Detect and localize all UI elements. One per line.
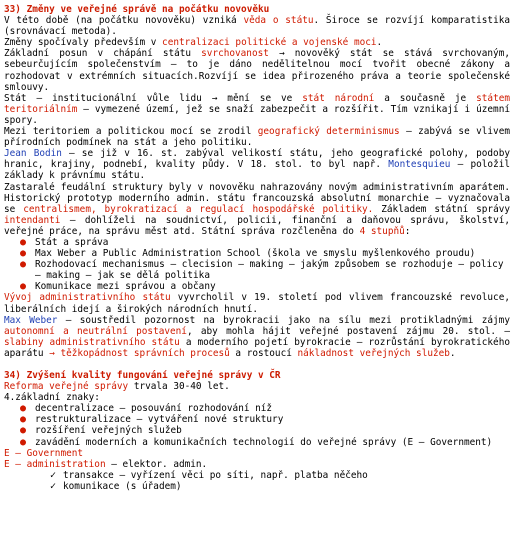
heading-34: 34) Zvýšení kvality fungování veřejné správy v ČR [4,370,281,381]
checkmark-icon: ✓ [49,480,57,492]
bullet-icon: ● [19,281,27,293]
bullet-icon: ● [19,436,27,448]
list-state-levels [4,237,510,292]
bullet-icon: ● [19,403,27,415]
bullet-icon: ● [19,414,27,426]
paragraph-1: V této době (na počátku novověku) vzniká věda o státu. Široce se rozvíjí komparatistika (srovnávací metoda). [4,15,510,38]
paragraph-3: Základní posun v chápání státu svrchovanost → novověký stát se stává svrchovaným, sebeurčujícím společenstvím – to je dáno nedělitelnou mocí tvořit obecné zákony a rozhodovat v extrémních situacích.Rozvíjí se idea přirozeného práva a teorie společenské smlouvy. [4,48,510,93]
list-item: ● Max Weber a Public Administration School (škola ve smyslu myšlenkového proudu) [19,248,476,260]
list-e-admin [4,470,510,492]
bullet-icon: ● [19,259,27,271]
paragraph-8: Vývoj administrativního státu vyvrcholil v 19. století pod vlivem francouzské revoluce, liberálních idejí a širokých národních hnutí. [4,292,510,315]
list-item: ● Komunikace mezi správou a občany [19,281,216,293]
list-item: ● Rozhodovací mechanismus – clecision – making – jakým způsobem se rozhoduje – policy – making – jak se dělá politika [19,259,504,282]
list-item: ● restrukturalizace – vytváření nové struktury [19,414,284,426]
paragraph-6: Jean Bodin – se již v 16. st. zabýval velikostí státu, jeho geografické polohy, podoby hranic, krajiny, podnebí, kvality půdy. V 18. stol. to byl např. Montesquieu – položil základy k právnímu státu. [4,148,510,182]
paragraph-9: Max Weber – soustředil pozornost na byrokracii jako na sílu mezi protikladnými zájmy autonomní a neutrální postavení, aby mohla hájit veřejné postavení zájmu 20. stol. – slabiny administrativního státu a moderního pojetí byrokracie – rozrůstání byrokratického aparátu → těžkopádnost správních procesů a rostoucí nákladnost veřejných služeb. [4,314,510,359]
list-basic-features [4,403,510,447]
paragraph-4: Stát – institucionální vůle lidu → mění se ve stát národní a současně je státem teritoriálním – vymezené území, jež se snaží zabezpečit a rozšířit. Tím vznikají i územní spory. [4,92,511,126]
list-item: ✓ komunikace (s úřadem) [49,480,182,492]
document-page [4,4,510,492]
paragraph-10: Reforma veřejné správy trvala 30-40 let. [4,381,230,393]
heading-33: 33) Změny ve veřejné správě na počátku novověku [4,4,270,15]
list-item: ● zavádění moderních a komunikačních technologií do veřejné správy (E – Government) [19,436,493,448]
paragraph-11: 4.základní znaky: [4,392,100,404]
list-item: ● rozšíření veřejných služeb [19,425,182,437]
list-item: ● Stát a správa [19,236,109,248]
paragraph-7: Zastaralé feudální struktury byly v novověku nahrazovány novým administrativním aparátem. Historický prototyp moderního admin. státu francouzská absolutní monarchie – vyznačovala se centralismem, byrokratizací a regulací hospodářské politiky. Základem státní správy intendanti – dohlíželi na soudnictví, policii, finanční a daňovou správu, školství, veřejné práce, na správu měst atd. Státní správa rozčleněna do 4 stupňů: [4,181,511,237]
paragraph-12: E – Government [4,447,84,459]
list-item: ● decentralizace – posouvání rozhodování níž [19,403,273,415]
bullet-icon: ● [19,248,27,260]
checkmark-icon: ✓ [49,469,57,481]
paragraph-5: Mezi teritoriem a politickou mocí se zrodil geografický determinismus – zabývá se vlivem přírodních podmínek na stát a jeho politiku. [4,126,510,149]
bullet-icon: ● [19,236,27,248]
paragraph-2: Změny spočívaly především v centralizaci politické a vojenské moci. [4,37,383,49]
bullet-icon: ● [19,425,27,437]
paragraph-13: E – administration – elektor. admin. [4,458,208,470]
list-item: ✓ transakce – vyřízení věci po síti, např. platba něčeho [49,469,368,481]
